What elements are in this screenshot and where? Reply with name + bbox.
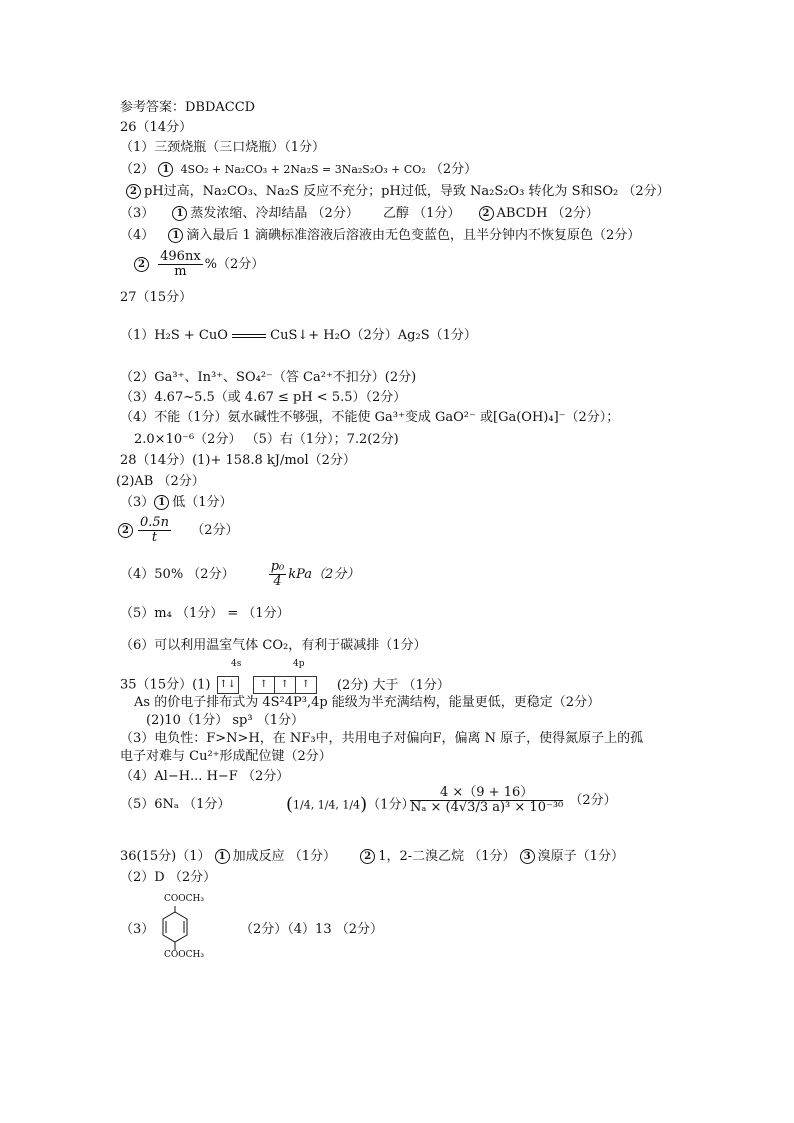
q26-l4-label: （3） [120,206,155,221]
orbital-4p-boxes: ↑ ↑ ↑ [253,676,317,694]
q26-l4-choice: ABCDH （2分） [496,206,599,221]
q35-density [408,786,617,815]
answer-key: 参考答案：DBDACCD [120,100,256,115]
struct-bottom-group: COOCH₃ [164,950,204,960]
q27-l1-reactants: （1）H₂S + CuO [120,328,228,343]
q35-line6: （4）Al−H... H−F （2分） [120,769,290,784]
q26-line3 [126,184,670,200]
q35-line4: （3）电负性：F>N>H，在 NF₃中，共用电子对偏向F，偏离 N 原子，使得氮原子上的孤 [120,731,644,746]
q35-line5: 电子对难与 Cu²⁺形成配位键（2分） [120,749,332,764]
q28-l5-percent: （4）50% （2分） [120,567,235,582]
orbital-4s-box: ↑↓ [217,676,239,694]
q28-l5-unit: kPa（2分） [288,567,360,582]
q28-l3-label: （3） [120,495,155,510]
equals-arrow [232,334,266,338]
circled-two-icon: 2 [360,849,375,864]
q27-line2: （2）Ga³⁺、In³⁺、SO₄²⁻（答 Ca²⁺不扣分）(2分) [120,370,417,385]
benzene-ring-icon [160,906,190,956]
q35-line7 [120,797,230,813]
q26-line1: （1）三颈烧瓶（三口烧瓶）（1分） [120,140,326,155]
q26-l6-score: %（2分） [204,257,265,272]
orbital-4p-label: 4p [293,659,305,669]
struct-top-group: COOCH₃ [164,894,204,904]
q35-line3: (2)10（1分） sp³ （1分） [146,713,304,728]
q28-line5 [120,560,359,590]
q28-line2: (2)AB （2分） [116,474,205,489]
q26-equation: 4SO₂ + Na₂CO₃ + 2Na₂S = 3Na₂S₂O₃ + CO₂ [180,163,426,176]
q28-header: 28（14分）(1)+ 158.8 kJ/mol（2分） [120,453,356,468]
circled-two-icon: 2 [126,184,141,199]
q26-l5-label: （4） [120,228,155,243]
q26-header: 26（14分） [120,120,193,135]
q27-line3: （3）4.67~5.5（或 4.67 ≤ pH < 5.5）（2分） [120,390,407,405]
q27-line4: （4）不能（1分）氨水碱性不够强，不能使 Ga³⁺变成 GaO²⁻ 或[Ga(OH)₄]⁻（2分）； [120,410,620,425]
q28-line4 [118,516,238,546]
q26-line6 [134,250,264,280]
q36-l1-dibromo: 1，2-二溴乙烷 （1分） [378,849,516,864]
q36-l1-bromine: 溴原子（1分） [537,849,624,864]
q35-line2: As 的价电子排布式为 4S²4P³,4p 能级为半充满结构，能量更低，更稳定（2分） [134,695,601,710]
q35-coord-score: （1分） [367,797,415,813]
q26-l2-label: （2） [120,162,155,177]
coordinate-values: 1/4, 1/4, 1/4 [293,798,361,812]
q28-l3-text: 低（1分） [172,495,233,510]
q35-l7-label: （5）6Nₐ （1分） [120,797,231,812]
q28-l4-score: （2分） [191,523,239,538]
q26-l4-ethanol: 乙醇 （1分） [382,206,461,221]
q36-line3: （2分）（4）13 （2分） [240,922,383,937]
q26-l5-text: 滴入最后 1 滴碘标准溶液后溶液由无色变蓝色，且半分钟内不恢复原色（2分） [186,228,641,243]
q28-line3 [120,495,233,511]
q28-line7: （6）可以利用温室气体 CO₂，有利于碳减排（1分） [120,638,427,653]
q27-l1-products: CuS↓+ H₂O（2分）Ag₂S（1分） [270,328,477,343]
q36-line3-label: （3） [120,922,155,937]
q26-line4 [120,206,599,222]
q28-line6: （5）m₄ （1分） = （1分） [120,606,290,621]
q28-pressure-fraction: $\frac{\text{p₀}}{4}$ [270,559,285,589]
q26-l4-text: 蒸发浓缩、冷却结晶 （2分） [190,206,359,221]
q27-header: 27（15分） [120,290,193,305]
q26-line5 [120,228,640,244]
density-fraction: $\frac{4 \times(9 + 16)}{\text{Nₐ × (4√3/3 a)³ × 10⁻³⁰}}$ [410,785,564,815]
q28-rate-fraction: $\frac{0.5n}{t}$ [140,515,170,545]
q26-line2 [120,162,477,178]
circled-one-icon: 1 [215,849,230,864]
q27-line1 [120,328,477,344]
q26-l3-text: pH过高，Na₂CO₃、Na₂S 反应不充分；pH过低，导致 Na₂S₂O₃ 转化为 S和SO₂ （2分） [144,184,670,199]
circled-three-icon: 3 [520,849,535,864]
q35-line1 [120,676,450,694]
circled-two-icon: 2 [134,257,149,272]
circled-one-icon: 1 [172,206,187,221]
q36-l1-addition: 加成反应 （1分） [232,849,337,864]
q35-header: 35（15分）(1) [120,677,211,693]
q26-fraction: $\frac{496nx}{m}$ [160,249,201,279]
q36-line1 [120,849,624,865]
q36-header: 36(15分)（1） [120,849,211,864]
q26-l2-score: （2分） [429,162,478,177]
q35-l1-score: (2分) 大于 （1分） [336,677,450,693]
orbital-4s-label: 4s [231,659,242,669]
circled-one-icon: 1 [168,228,183,243]
q36-line2: （2）D （2分） [120,870,217,885]
q35-density-score: （2分） [569,793,617,808]
q35-coordinates: (1/4, 1/4, 1/4)（1分） [286,794,415,815]
circled-one-icon: 1 [158,162,173,177]
q27-line5: 2.0×10⁻⁶（2分） （5）右（1分）；7.2(2分) [134,432,399,447]
circled-one-icon: 1 [154,495,169,510]
circled-two-icon: 2 [118,523,133,538]
circled-two-icon: 2 [479,206,494,221]
